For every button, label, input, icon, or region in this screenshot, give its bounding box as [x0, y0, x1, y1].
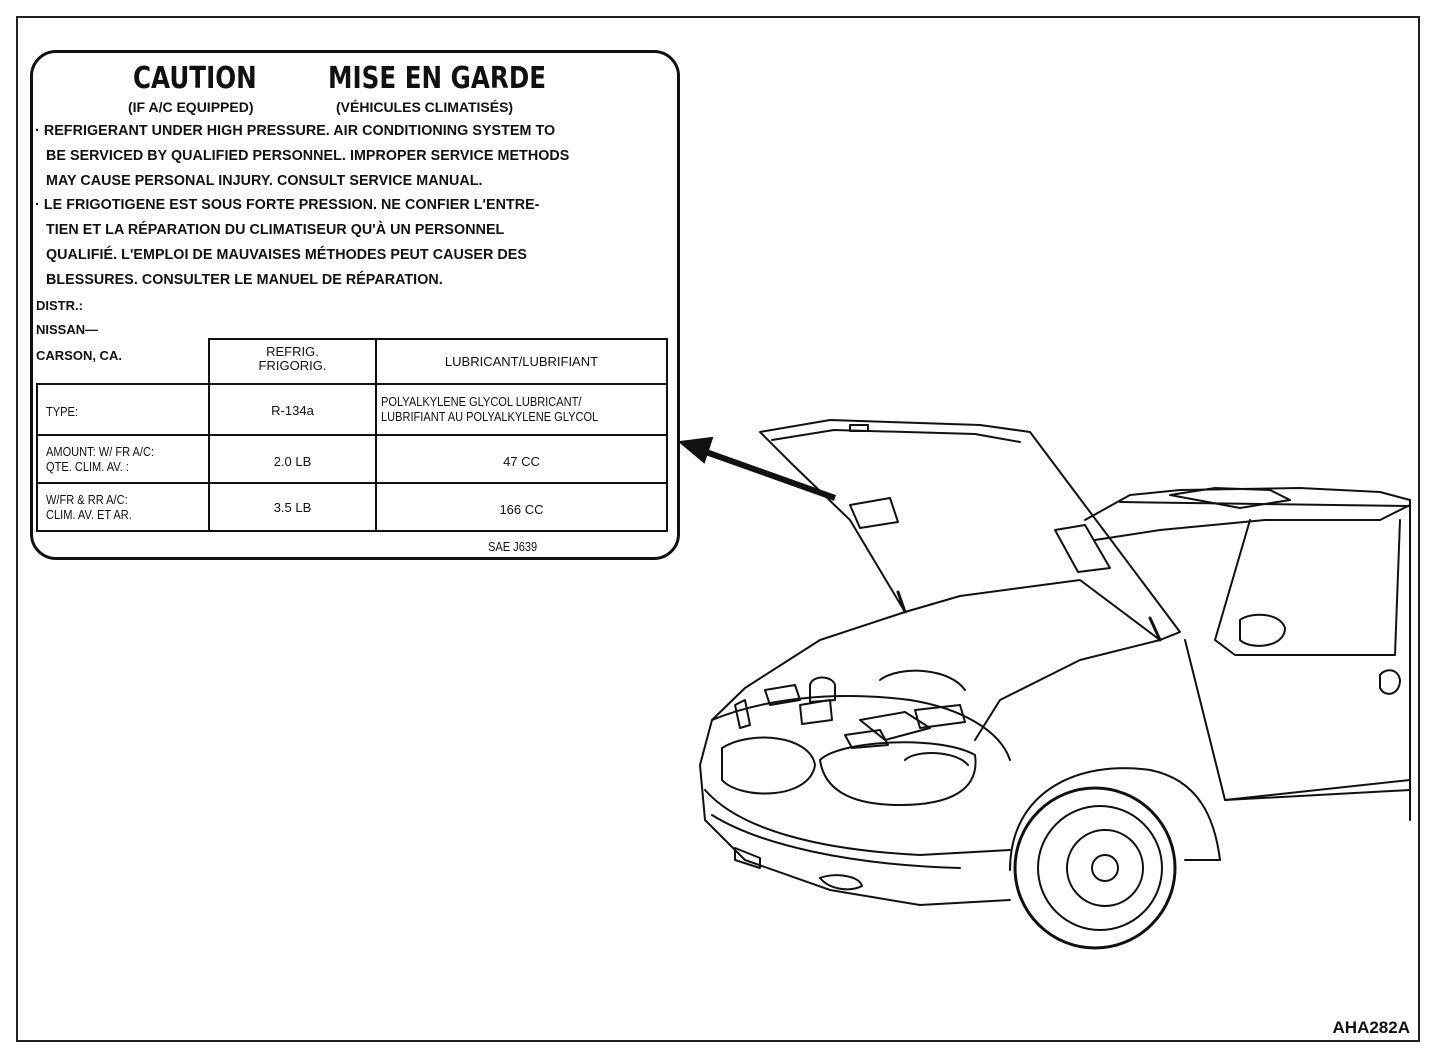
row-front-refrig: 2.0 LB — [273, 454, 312, 469]
row-type-lub-2: LUBRIFIANT AU POLYALKYLENE GLYCOL — [381, 409, 599, 424]
row-type-lub-1: POLYALKYLENE GLYCOL LUBRICANT/ — [381, 394, 582, 409]
warning-fr-line-1: · LE FRIGOTIGENE EST SOUS FORTE PRESSION. NE CONFIER L'ENTRE- — [35, 197, 540, 213]
row-front-label-1: AMOUNT: W/ FR A/C: — [46, 444, 155, 459]
row-type-refrig: R-134a — [271, 403, 314, 418]
row-type-label: TYPE: — [46, 404, 78, 419]
distr-line-2: NISSAN— — [36, 322, 99, 337]
pointer-arrow-icon — [680, 438, 835, 498]
row-rear-label-1: W/FR & RR A/C: — [46, 492, 128, 507]
row-front-label-2: QTE. CLIM. AV. : — [46, 459, 129, 474]
garde-subtitle: (VÉHICULES CLIMATISÉS) — [336, 99, 514, 115]
warning-fr-line-3: QUALIFIÉ. L'EMPLOI DE MAUVAISES MÉTHODES PEUT CAUSER DES — [46, 247, 527, 263]
header-refrig-1: REFRIG. — [266, 344, 319, 359]
sae-standard: SAE J639 — [488, 539, 538, 554]
warning-en-line-1: · REFRIGERANT UNDER HIGH PRESSURE. AIR CONDITIONING SYSTEM TO — [35, 123, 556, 139]
distr-line-3: CARSON, CA. — [36, 348, 122, 363]
warning-en-line-2: BE SERVICED BY QUALIFIED PERSONNEL. IMPROPER SERVICE METHODS — [46, 148, 570, 164]
distr-line-1: DISTR.: — [36, 298, 83, 313]
header-lubricant: LUBRICANT/LUBRIFIANT — [444, 354, 599, 369]
row-rear-label-2: CLIM. AV. ET AR. — [46, 507, 132, 522]
row-rear-lub: 166 CC — [499, 502, 544, 517]
warning-en-line-3: MAY CAUSE PERSONAL INJURY. CONSULT SERVICE MANUAL. — [46, 173, 483, 189]
figure-code: AHA282A — [1332, 1018, 1410, 1037]
warning-fr-line-2: TIEN ET LA RÉPARATION DU CLIMATISEUR QU'À UN PERSONNEL — [46, 222, 505, 238]
header-refrig-2: FRIGORIG. — [258, 358, 327, 373]
garde-title: MISE EN GARDE — [328, 61, 547, 96]
row-rear-refrig: 3.5 LB — [273, 500, 312, 515]
caution-title: CAUTION — [133, 61, 257, 96]
caution-subtitle: (IF A/C EQUIPPED) — [128, 99, 254, 115]
row-front-lub: 47 CC — [503, 454, 540, 469]
warning-fr-line-4: BLESSURES. CONSULTER LE MANUEL DE RÉPARATION. — [46, 272, 443, 288]
